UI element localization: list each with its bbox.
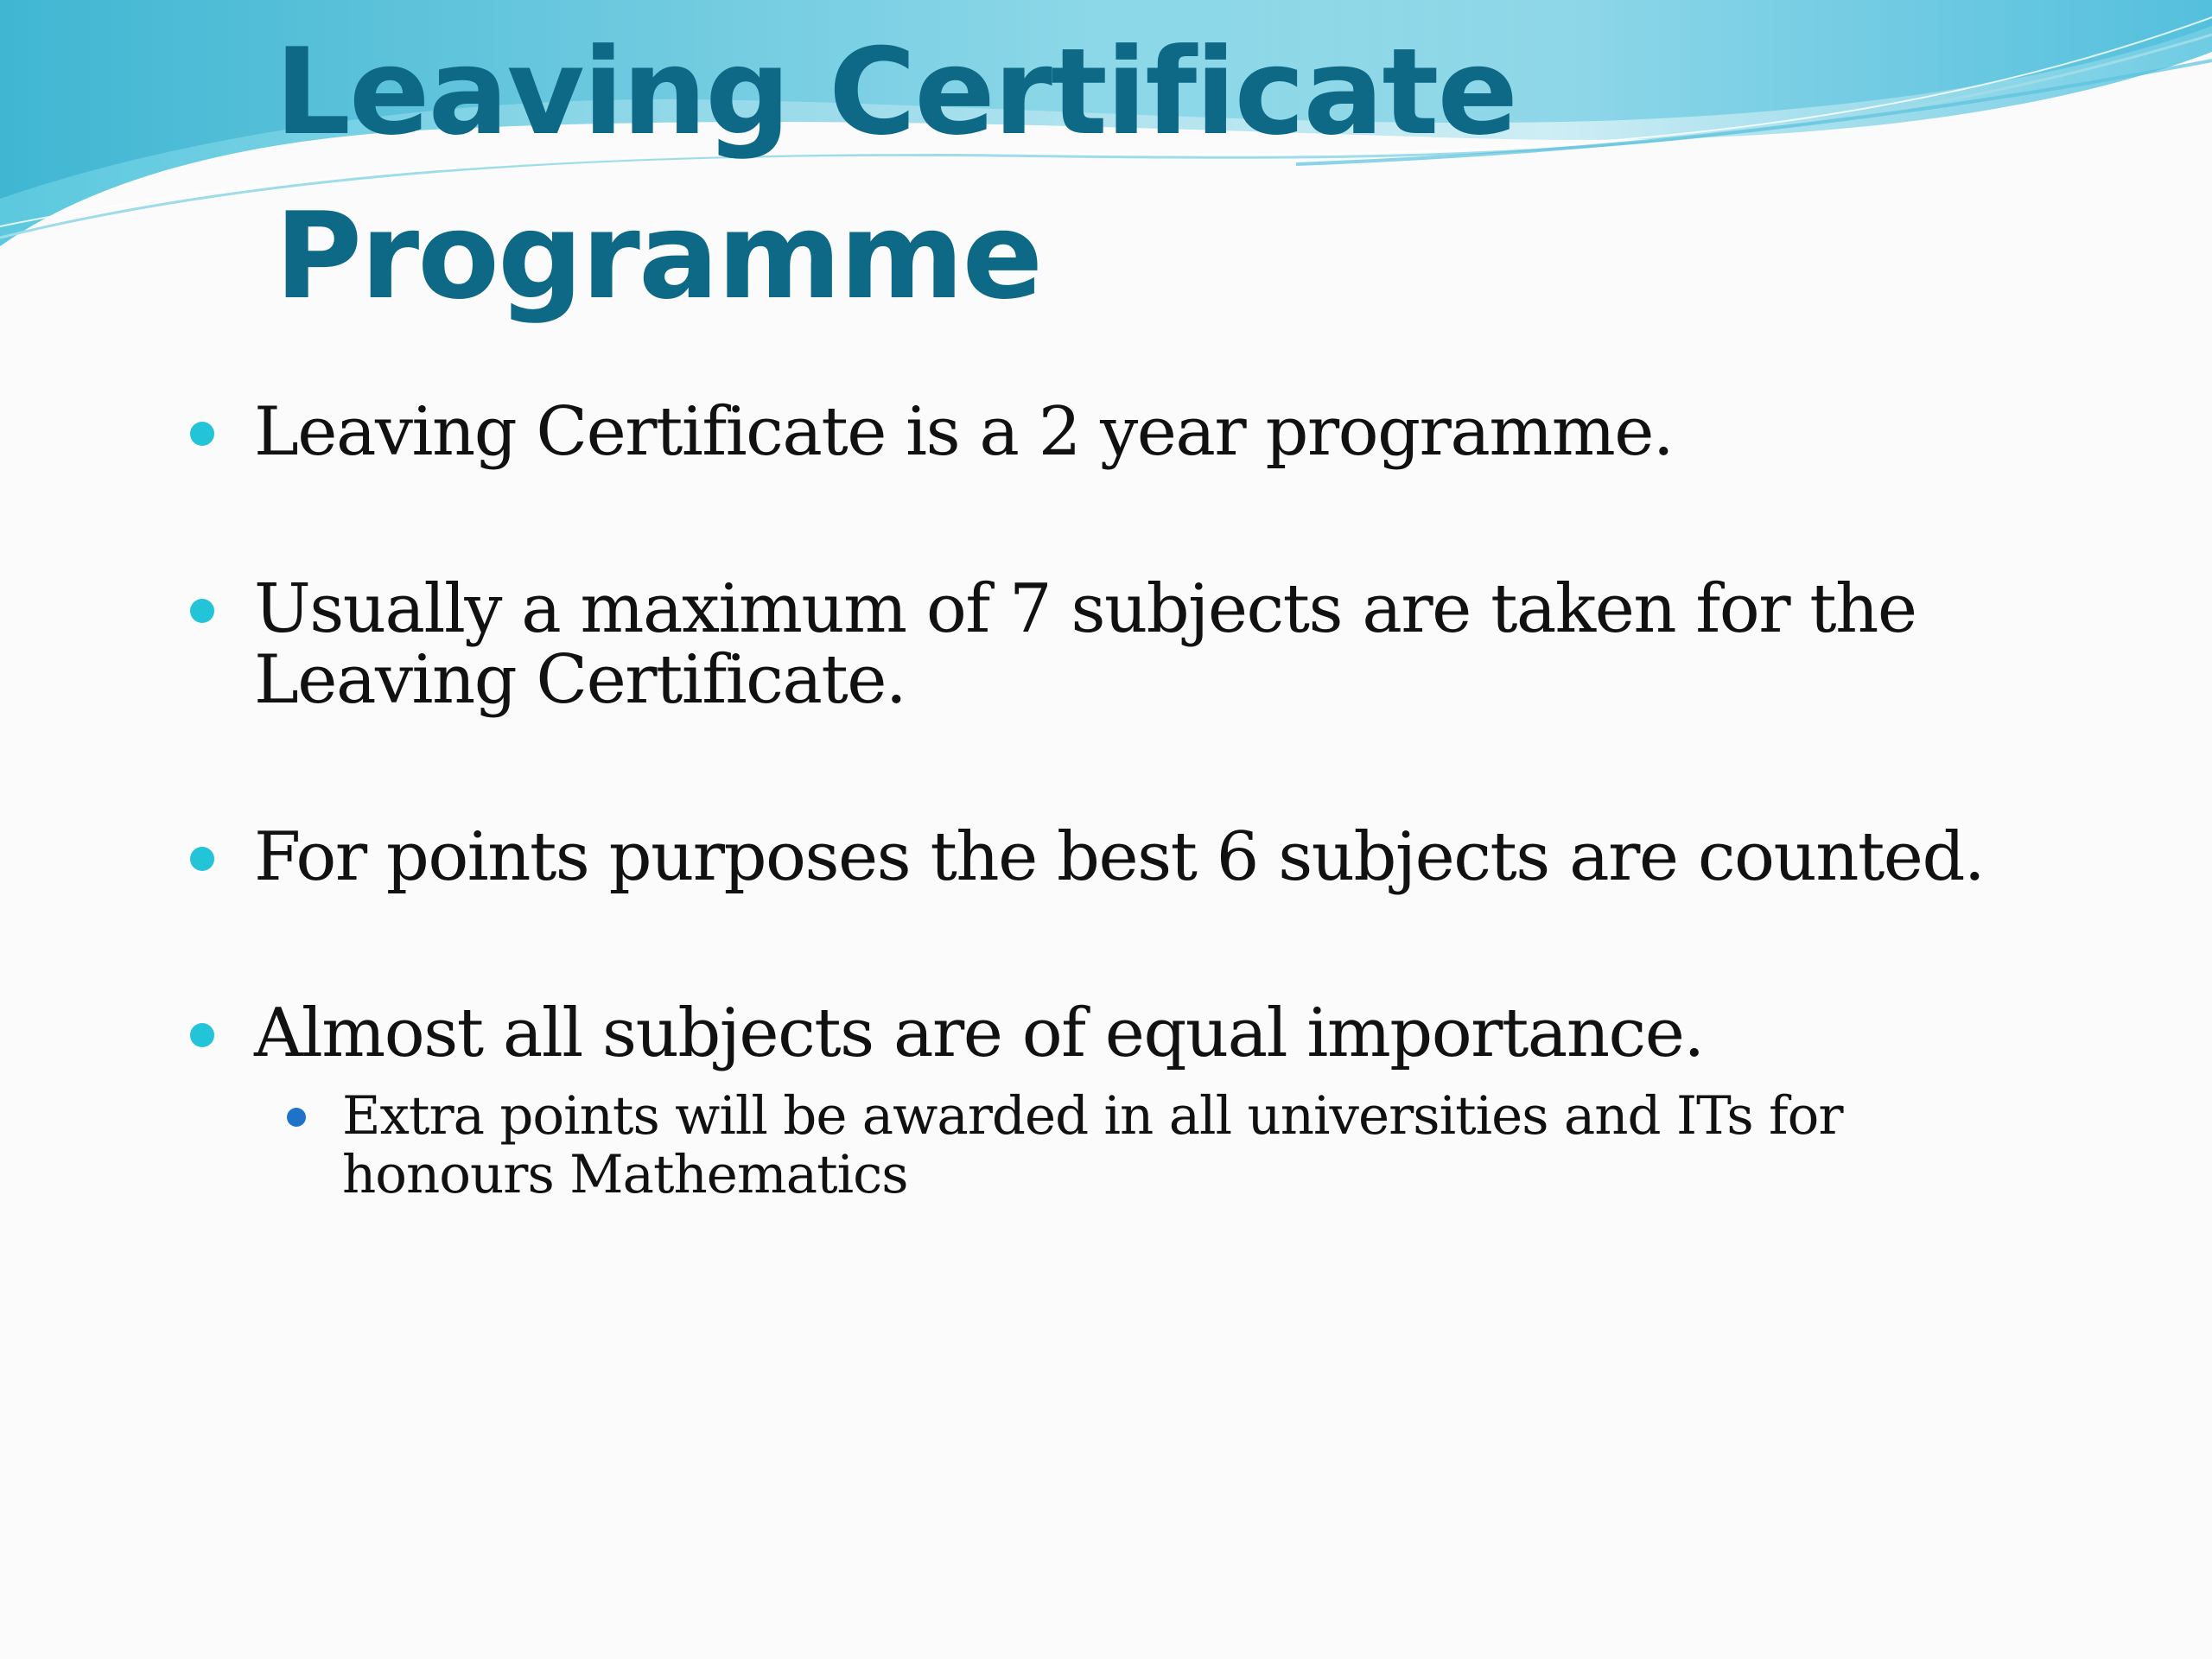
bullet-text-1: Leaving Certificate is a 2 year programme. (254, 393, 1674, 471)
bullet-icon (190, 422, 214, 446)
sub-bullet-text-1: Extra points will be awarded in all universities and ITs for honours Mathematics (342, 1085, 1843, 1205)
bullet-icon (190, 1023, 214, 1047)
bullet-text-4: Almost all subjects are of equal importance. (254, 995, 1704, 1072)
slide-title-line-2: Programme (275, 187, 1042, 326)
bullet-icon (190, 847, 214, 871)
bullet-text-2: Usually a maximum of 7 subjects are taken for the Leaving Certificate. (254, 570, 1916, 719)
bullet-icon (190, 599, 214, 623)
slide-title-line-1: Leaving Certificate (275, 22, 1517, 162)
sub-bullet-icon (287, 1108, 306, 1127)
bullet-text-3: For points purposes the best 6 subjects are counted. (254, 818, 1985, 896)
